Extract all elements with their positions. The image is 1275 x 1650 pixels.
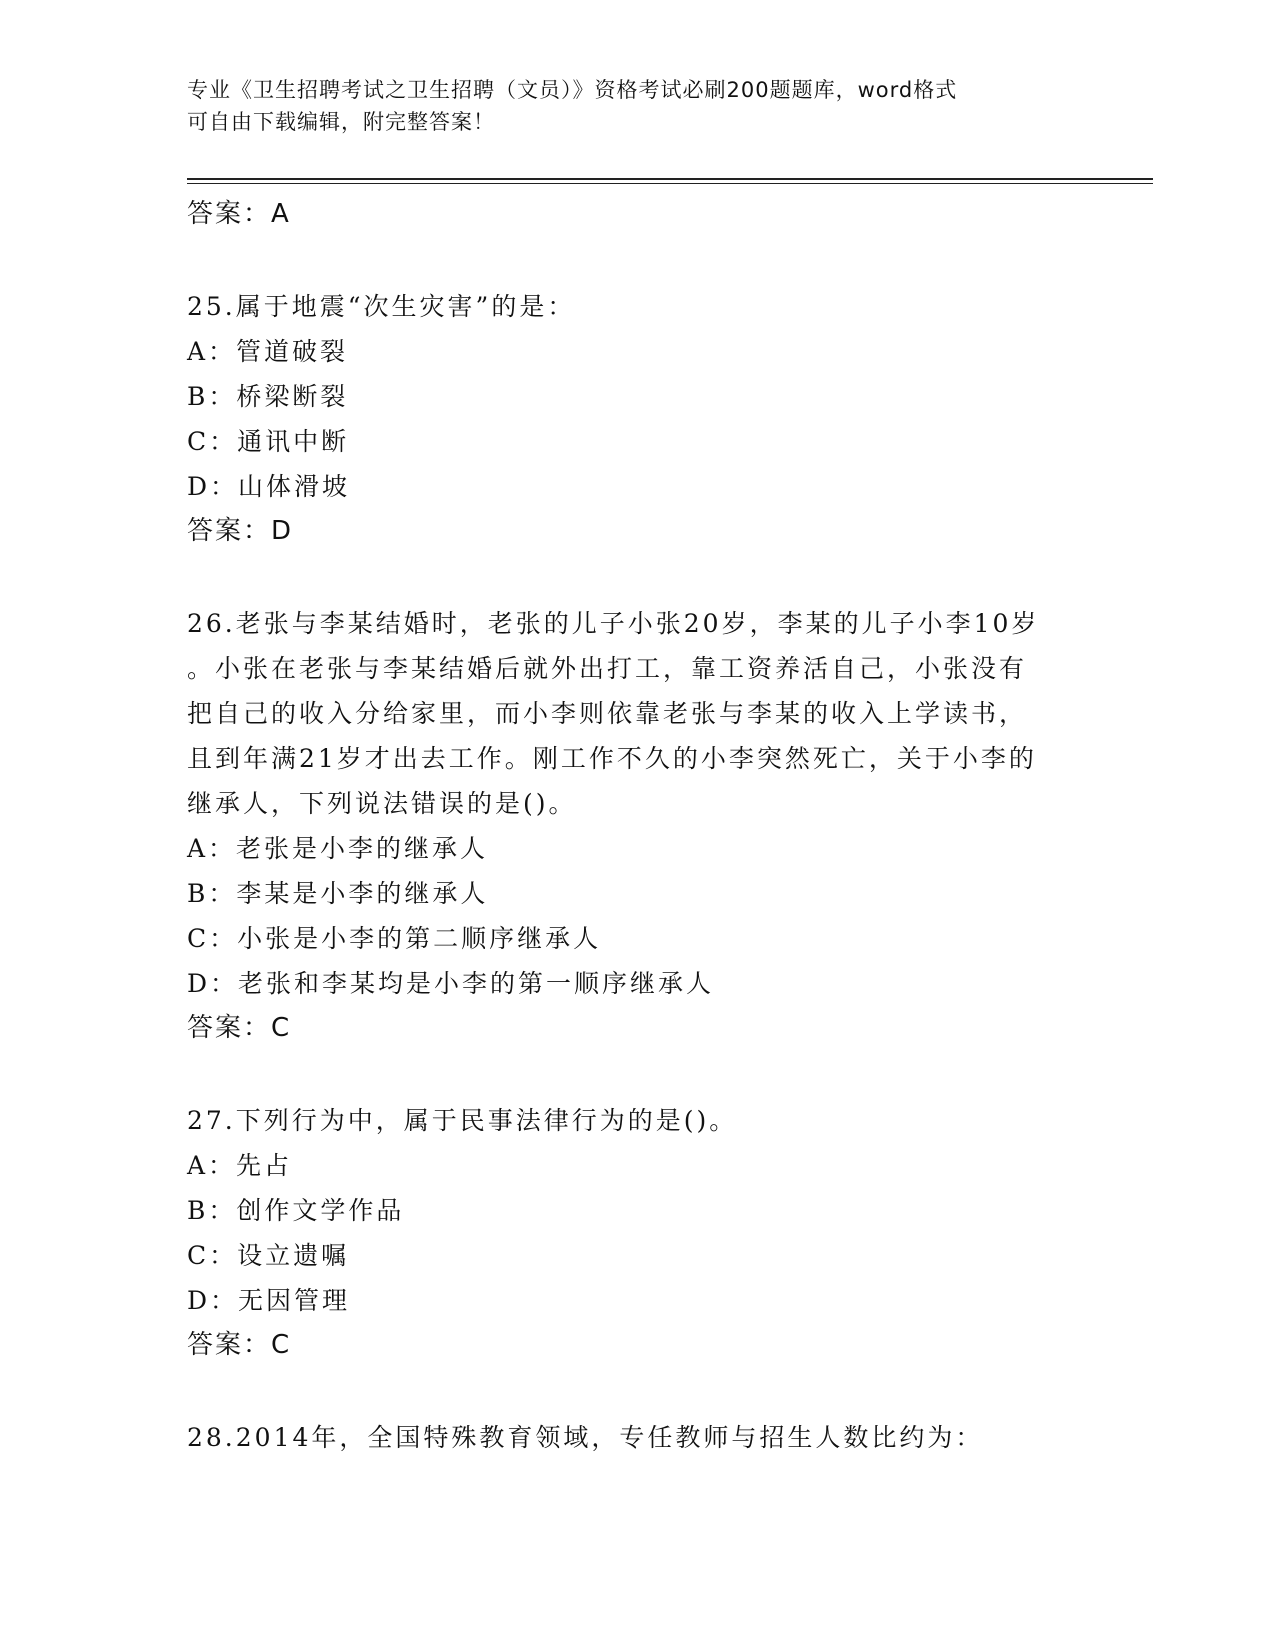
- question-27: [187, 1098, 1087, 1368]
- question-28: [187, 1415, 1087, 1460]
- option-a: A：老张是小李的继承人: [187, 834, 489, 863]
- question-list: [187, 192, 1087, 1460]
- question-stem: 且到年满21岁才出去工作。刚工作不久的小李突然死亡，关于小李的: [187, 744, 1037, 773]
- option-d: D：老张和李某均是小李的第一顺序继承人: [187, 969, 715, 998]
- option-d: D：无因管理: [187, 1286, 351, 1315]
- option-d: D：山体滑坡: [187, 472, 351, 501]
- option-b: B：李某是小李的继承人: [187, 879, 489, 908]
- question-25: [187, 284, 1087, 554]
- question-stem: 26.老张与李某结婚时，老张的儿子小张20岁，李某的儿子小李10岁: [187, 609, 1040, 638]
- option-c: C：小张是小李的第二顺序继承人: [187, 924, 602, 953]
- question-stem: 继承人，下列说法错误的是()。: [187, 789, 577, 818]
- question-26: [187, 601, 1087, 1051]
- option-c: C：设立遗嘱: [187, 1241, 350, 1270]
- header-line-2: 可自由下载编辑，附完整答案！: [187, 110, 495, 134]
- question-stem: 28.2014年，全国特殊教育领域，专任教师与招生人数比约为：: [187, 1423, 984, 1452]
- option-c: C：通讯中断: [187, 427, 350, 456]
- question-stem: 把自己的收入分给家里，而小李则依靠老张与李某的收入上学读书，: [187, 699, 1028, 728]
- header-rule-thin: [187, 183, 1153, 184]
- document-header: [187, 74, 1087, 138]
- header-rule-thick: [187, 178, 1153, 180]
- question-stem: 。小张在老张与李某结婚后就外出打工，靠工资养活自己，小张没有: [187, 654, 1028, 683]
- option-a: A：管道破裂: [187, 337, 349, 366]
- answer-line: 答案：A: [187, 199, 291, 229]
- answer-line: 答案：D: [187, 516, 294, 546]
- option-a: A：先占: [187, 1151, 293, 1180]
- question-stem: 25.属于地震“次生灾害”的是：: [187, 292, 576, 321]
- option-b: B：创作文学作品: [187, 1196, 405, 1225]
- answer-line: 答案：C: [187, 1330, 292, 1360]
- question-stem: 27.下列行为中，属于民事法律行为的是()。: [187, 1106, 738, 1135]
- header-line-1: 专业《卫生招聘考试之卫生招聘（文员）》资格考试必刷200题题库，word格式: [187, 78, 958, 102]
- answer-line: 答案：C: [187, 1013, 292, 1043]
- option-b: B：桥梁断裂: [187, 382, 349, 411]
